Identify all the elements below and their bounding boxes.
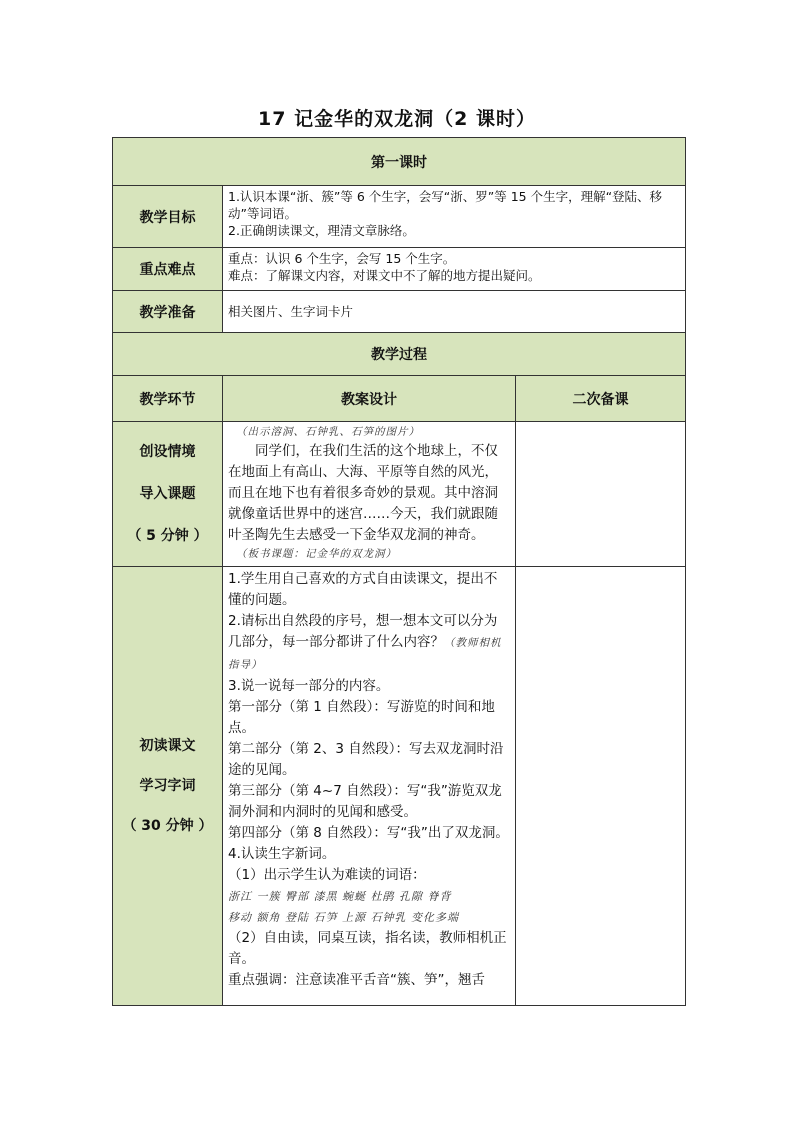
reading-line-2-note: （教师相机指导） [228, 637, 502, 671]
reading-line-6: 第三部分（第 4~7 自然段）：写“我”游览双龙洞外洞和内洞时的见闻和感受。 [228, 783, 502, 820]
stage-intro-label-line-2: 导入课题 [139, 486, 196, 502]
intro-note-top: （出示溶洞、石钟乳、石笋的图片） [236, 426, 420, 438]
reading-line-5: 第二部分（第 2、3 自然段）：写去双龙洞时沿途的见闻。 [228, 741, 504, 778]
column-header-stage: 教学环节 [113, 376, 223, 422]
column-header-design: 教案设计 [223, 376, 516, 422]
stage-reading-label-line-3: （ 30 分钟 ） [122, 818, 213, 834]
intro-body: 同学们，在我们生活的这个地球上，不仅在地面上有高山、大海、平原等自然的风光，而且在地下也有着很多奇妙的景观。其中溶洞就像童话世界中的迷宫……今天，我们就跟随叶圣陶先生去感受一下金华双龙洞的神奇。 [228, 443, 498, 543]
key-label: 重点难点 [113, 248, 223, 291]
lesson-plan-table [112, 137, 686, 1006]
reading-line-3: 3.说一说每一部分的内容。 [228, 678, 390, 694]
reading-line-11: 重点强调：注意读准平舌音“簇、笋”，翘舌 [228, 972, 485, 988]
stage-intro-content [223, 422, 516, 567]
reading-line-9: （1）出示学生认为难读的词语： [228, 867, 426, 883]
key-line-1: 重点：认识 6 个生字，会写 15 个生字。 [228, 251, 456, 266]
reading-line-2-text: 2.请标出自然段的序号，想一想本文可以分为几部分，每一部分都讲了什么内容？ [228, 613, 498, 650]
intro-note-bottom: （板书课题：记金华的双龙洞） [236, 548, 397, 560]
reading-line-4: 第一部分（第 1 自然段）：写游览的时间和地点。 [228, 699, 495, 736]
reading-line-8: 4.认读生字新词。 [228, 846, 336, 862]
word-list-2: 移动 额角 登陆 石笋 上源 石钟乳 变化多端 [228, 911, 459, 924]
prep-content: 相关图片、生字词卡片 [223, 291, 686, 333]
lesson-header: 第一课时 [113, 138, 686, 186]
key-content [223, 248, 686, 291]
prep-label: 教学准备 [113, 291, 223, 333]
stage-intro-label-line-3: （ 5 分钟 ） [127, 528, 208, 544]
stage-reading-revision [516, 567, 686, 1006]
goal-label: 教学目标 [113, 186, 223, 248]
reading-line-7: 第四部分（第 8 自然段）：写“我”出了双龙洞。 [228, 825, 509, 841]
stage-reading-content [223, 567, 516, 1006]
reading-line-10: （2）自由读，同桌互读，指名读，教师相机正音。 [228, 930, 507, 967]
stage-intro-revision [516, 422, 686, 567]
key-line-2: 难点：了解课文内容，对课文中不了解的地方提出疑问。 [228, 268, 541, 283]
goal-line-1: 1.认识本课“浙、簇”等 6 个生字，会写“浙、罗”等 15 个生字，理解“登陆、移动”等词语。 [228, 189, 663, 221]
reading-line-2 [228, 611, 510, 676]
stage-intro-label-line-1: 创设情境 [139, 444, 196, 460]
reading-line-1: 1.学生用自己喜欢的方式自由读课文，提出不懂的问题。 [228, 571, 498, 608]
stage-reading-label [113, 567, 223, 1006]
stage-reading-label-line-2: 学习字词 [139, 778, 196, 794]
process-header: 教学过程 [113, 333, 686, 376]
word-list-1: 浙江 一簇 臀部 漆黑 蜿蜒 杜鹃 孔隙 脊背 [228, 890, 452, 903]
stage-reading-label-line-1: 初读课文 [139, 738, 196, 754]
stage-intro-label [113, 422, 223, 567]
goal-line-2: 2.正确朗读课文，理清文章脉络。 [228, 223, 415, 238]
column-header-revision: 二次备课 [516, 376, 686, 422]
page-title: 17 记金华的双龙洞（2 课时） [258, 108, 536, 130]
goal-content [223, 186, 686, 248]
